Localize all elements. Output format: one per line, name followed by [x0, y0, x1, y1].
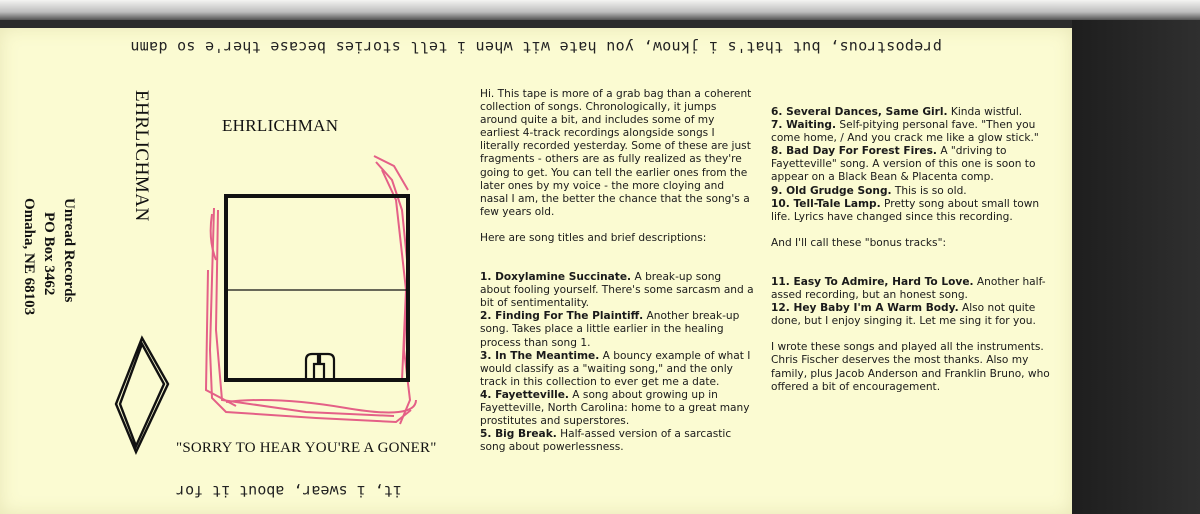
song-title: 9. Old Grudge Song. [771, 184, 892, 197]
song-description: A bouncy example of what I would classify as a "waiting song," and the only track in this collection to ever get me a date. [480, 349, 751, 388]
liner-notes-right-column [771, 106, 1054, 407]
cover-drawing [196, 150, 432, 430]
label-name: Unread Records [61, 198, 77, 303]
song-entry [480, 428, 755, 454]
liner-notes-left-column [480, 88, 755, 454]
upside-down-top-text: prepostrous, but that's i jknow, you hate wit when i tell stories becase ther'e so damn [130, 38, 942, 56]
song-title: 1. Doxylamine Succinate. [480, 271, 632, 284]
song-entry [480, 350, 755, 389]
album-title: "SORRY TO HEAR YOU'RE A GONER" [176, 440, 437, 456]
song-description: Pretty song about small town life. Lyrics have changed since this recording. [771, 197, 1040, 223]
song-entry [771, 276, 1054, 302]
small-figure [306, 354, 334, 380]
scanner-background-right [1072, 20, 1200, 514]
song-description: Self-pitying personal fave. "Then you come home, / And you crack me like a glow stick." [771, 119, 1039, 145]
song-entry [771, 145, 1054, 184]
cover-artist-name: EHRLICHMAN [222, 116, 339, 135]
song-description: This is so old. [891, 184, 967, 197]
song-entry [771, 119, 1054, 145]
song-entry [480, 389, 755, 428]
song-title: 2. Finding For The Plaintiff. [480, 310, 644, 323]
song-description: A "driving to Fayetteville" song. A version of this one is soon to appear on a Black Bean & Placenta comp. [771, 145, 1036, 184]
box-outline [226, 196, 408, 380]
label-po-box: PO Box 3462 [41, 212, 57, 296]
intro-paragraph: Hi. This tape is more of a grab bag than a coherent collection of songs. Chronologically, it jumps around quite a bit, and includes some of my earliest 4-track recordings alongside songs I literally recorded yesterday. Some of these are just fragments - others are as fully realized as they're going to get. You can tell the earlier ones from the later ones by my voice - the more cloying and nasal I am, the better the chance that the song's a few years old. [480, 88, 752, 218]
song-entry [771, 185, 1054, 198]
outro-paragraph: I wrote these songs and played all the instruments. Chris Fischer deserves the most thanks. Also my family, plus Jacob Anderson and Franklin Bruno, who offered a bit of encouragement. [771, 341, 1050, 393]
song-title: 7. Waiting. [771, 119, 837, 132]
song-entry [480, 271, 755, 310]
song-title: 6. Several Dances, Same Girl. [771, 106, 948, 118]
song-description: Also not quite done, but I enjoy singing it. Let me sing it for you. [771, 302, 1036, 328]
song-list-part-2 [771, 106, 1054, 224]
song-entry [480, 310, 755, 349]
song-title: 4. Fayetteville. [480, 388, 569, 401]
song-description: Kinda wistful. [947, 106, 1023, 118]
song-description: A break-up song about fooling yourself. There's some sarcasm and a bit of sentimentality. [480, 271, 754, 310]
song-entry [771, 302, 1054, 328]
diamond-drawing [112, 334, 172, 456]
upside-down-bottom-text: it, i swear, about it for [176, 482, 402, 500]
song-title: 8. Bad Day For Forest Fires. [771, 145, 937, 158]
song-list-part-1 [480, 271, 755, 454]
song-description: Another break-up song. Takes place a little earlier in the healing process than song 1. [480, 310, 740, 349]
song-title: 10. Tell-Tale Lamp. [771, 197, 881, 210]
scanner-edge-top [0, 0, 1200, 20]
song-entry [771, 106, 1054, 119]
song-description: A song about growing up in Fayetteville, North Carolina: home to a great many prostitutes and superstores. [480, 388, 750, 428]
bonus-heading: And I'll call these "bonus tracks": [771, 236, 947, 249]
song-entry [771, 198, 1054, 224]
song-title: 11. Easy To Admire, Hard To Love. [771, 275, 974, 288]
song-description: Half-assed version of a sarcastic song about powerlessness. [480, 428, 732, 454]
label-city: Omaha, NE 68103 [21, 198, 37, 316]
song-title: 3. In The Meantime. [480, 349, 600, 362]
song-title: 12. Hey Baby I'm A Warm Body. [771, 302, 959, 315]
song-title: 5. Big Break. [480, 428, 557, 441]
bonus-song-list [771, 276, 1054, 328]
spine-artist-name: EHRLICHMAN [131, 90, 152, 222]
song-description: Another half-assed recording, but an honest song. [771, 275, 1046, 302]
song-list-heading: Here are song titles and brief descriptions: [480, 231, 707, 244]
